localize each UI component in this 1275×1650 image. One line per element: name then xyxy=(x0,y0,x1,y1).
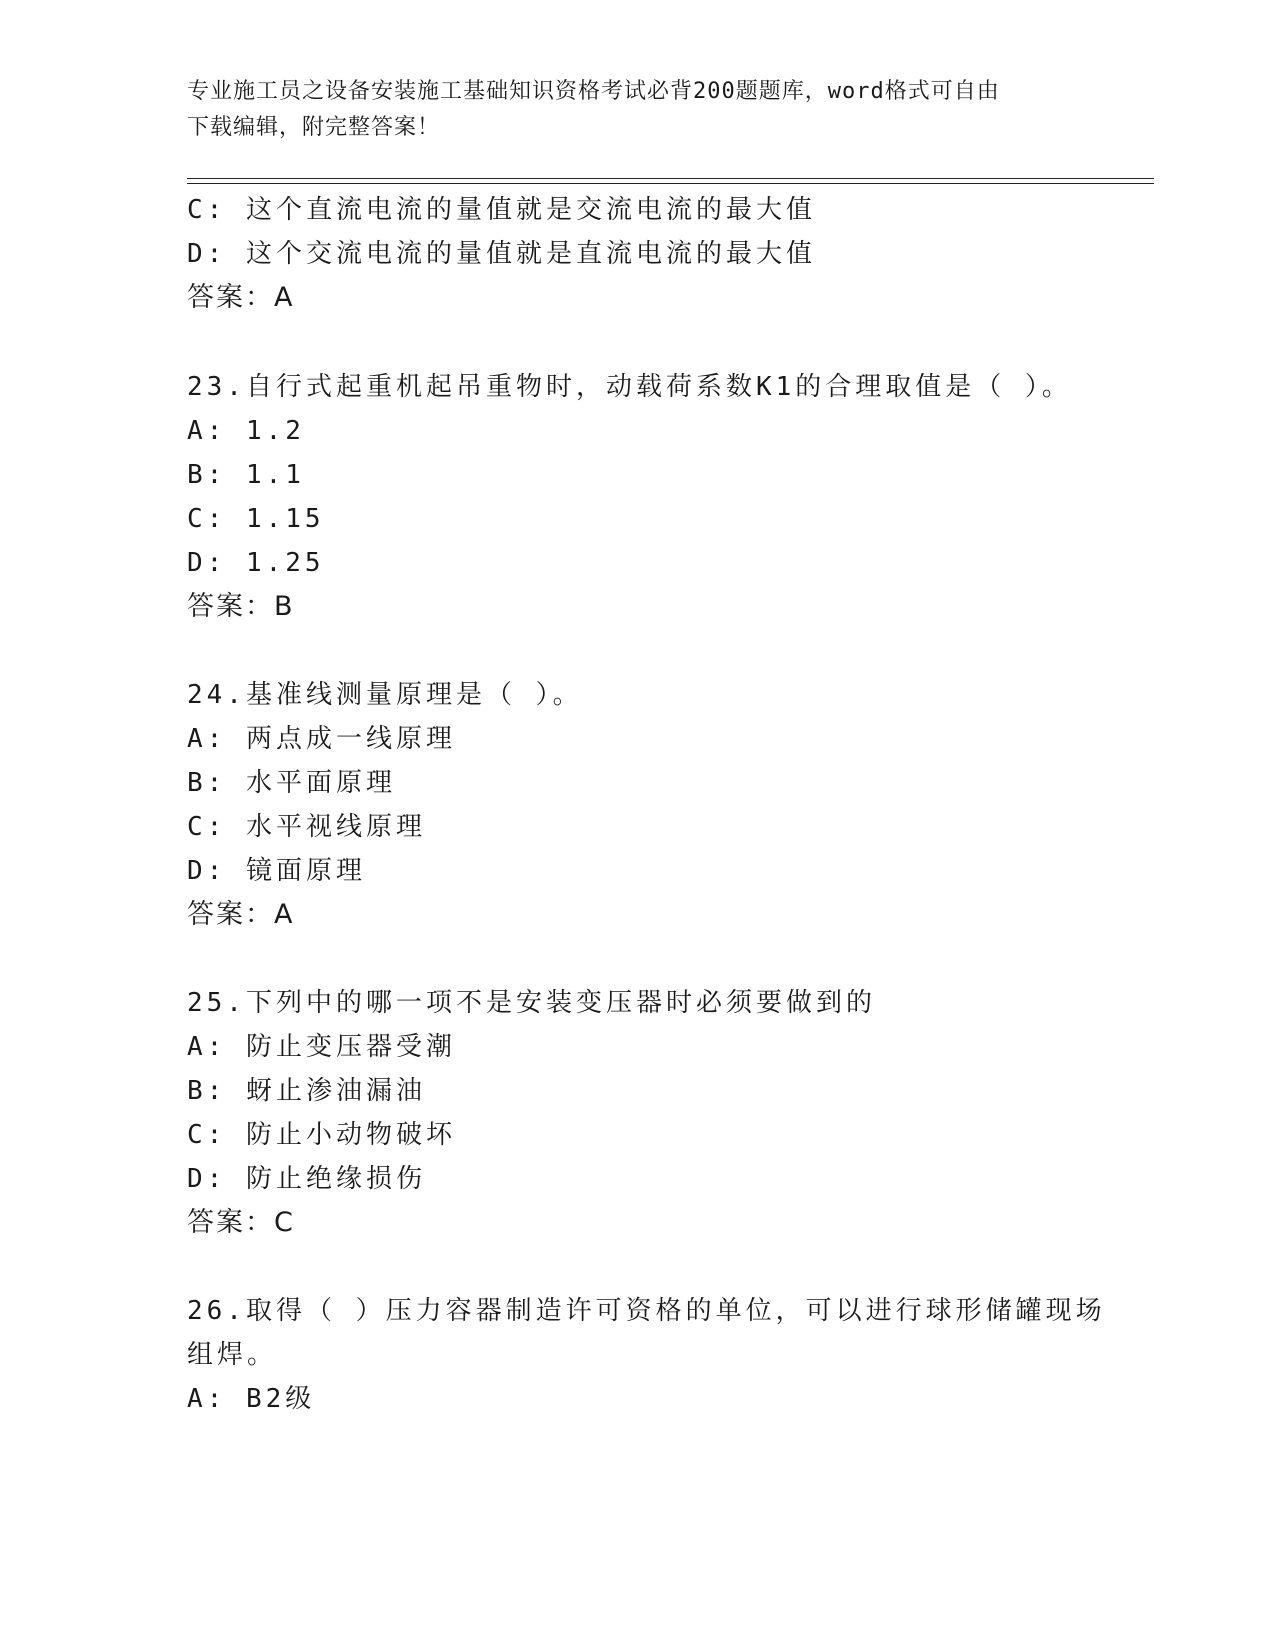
document-header xyxy=(187,74,1087,146)
q25-option-b: B: 蚜止渗油漏油 xyxy=(187,1076,426,1106)
header-line-2: 下载编辑，附完整答案！ xyxy=(187,115,441,140)
q26-question-line-1: 26.取得（ ）压力容器制造许可资格的单位，可以进行球形储罐现场 xyxy=(187,1296,1106,1326)
q26-option-a: A: B2级 xyxy=(187,1384,316,1414)
q23-option-a: A: 1.2 xyxy=(187,416,305,446)
q23-option-d: D: 1.25 xyxy=(187,548,325,578)
q23-answer: 答案：B xyxy=(187,591,295,622)
q25-option-a: A: 防止变压器受潮 xyxy=(187,1032,456,1062)
q24-answer: 答案：A xyxy=(187,899,295,930)
q25-option-d: D: 防止绝缘损伤 xyxy=(187,1164,426,1194)
q24-option-d: D: 镜面原理 xyxy=(187,856,366,886)
q23-question: 23.自行式起重机起吊重物时，动载荷系数K1的合理取值是（ ）。 xyxy=(187,372,1072,402)
q23-option-b: B: 1.1 xyxy=(187,460,305,490)
q22-option-c: C: 这个直流电流的量值就是交流电流的最大值 xyxy=(187,195,816,225)
q25-option-c: C: 防止小动物破坏 xyxy=(187,1120,456,1150)
q22-answer: 答案：A xyxy=(187,282,295,313)
q24-option-b: B: 水平面原理 xyxy=(187,768,396,798)
q24-option-a: A: 两点成一线原理 xyxy=(187,724,456,754)
header-divider-top xyxy=(187,178,1154,179)
header-divider-bottom xyxy=(187,183,1154,184)
q23-option-c: C: 1.15 xyxy=(187,504,325,534)
q25-answer: 答案：C xyxy=(187,1207,295,1238)
header-line-1: 专业施工员之设备安装施工基础知识资格考试必背200题题库，word格式可自由 xyxy=(187,79,1000,104)
q24-question: 24.基准线测量原理是（ ）。 xyxy=(187,680,583,710)
q25-question: 25.下列中的哪一项不是安装变压器时必须要做到的 xyxy=(187,988,876,1018)
q22-option-d: D: 这个交流电流的量值就是直流电流的最大值 xyxy=(187,239,816,269)
q26-question-line-2: 组焊。 xyxy=(187,1340,278,1370)
q24-option-c: C: 水平视线原理 xyxy=(187,812,426,842)
